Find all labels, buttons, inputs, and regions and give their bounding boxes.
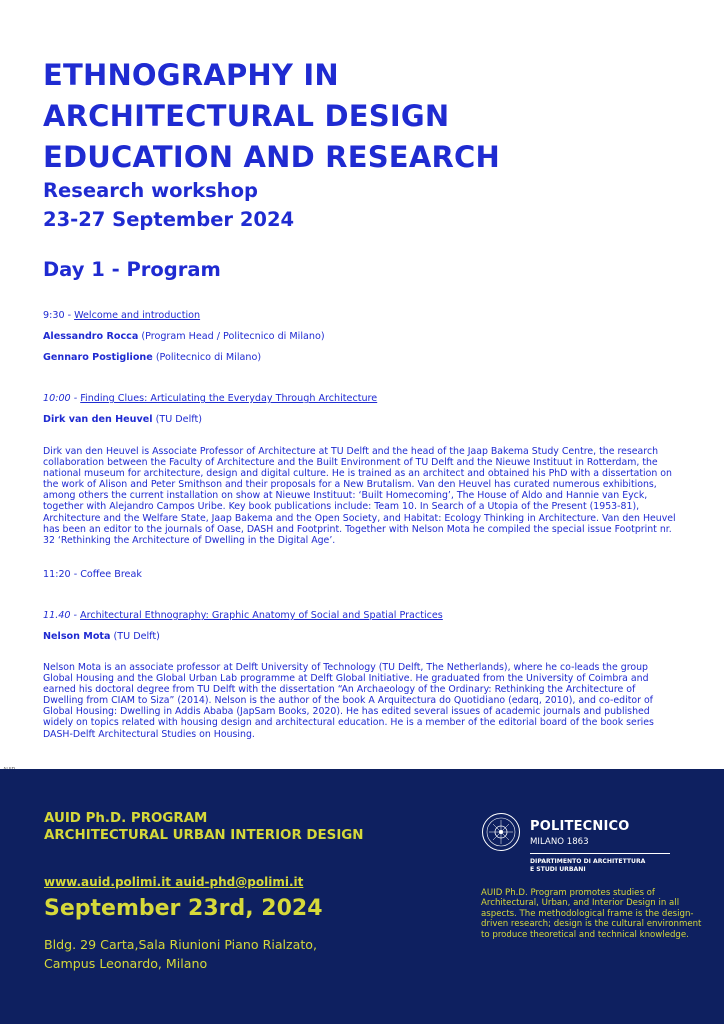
speaker-name: Gennaro Postiglione <box>43 352 153 363</box>
title-line: EDUCATION AND RESEARCH <box>43 140 500 174</box>
bio-line: among others the current installation on show at Nieuwe Instituut: ‘Built Homecoming’, The House of Aldo and Hannie van Eyck, <box>43 490 648 502</box>
bio-line: Dwelling from CIAM to Siza” (2014). Nelson is the author of the book A Arquitectura do Quotidiano (edarq, 2010), and co-editor of <box>43 695 653 707</box>
program-name <box>44 810 364 844</box>
workshop-subtitle <box>43 176 294 234</box>
session-time: 10:00 - <box>43 393 81 404</box>
session-title-link[interactable]: Welcome and introduction <box>74 310 201 321</box>
program-line: AUID Ph.D. PROGRAM <box>44 811 208 826</box>
speaker-name: Nelson Mota <box>43 631 111 642</box>
seal-icon <box>481 812 521 852</box>
department-line: DIPARTIMENTO DI ARCHITETTURA <box>530 858 646 865</box>
bio-line: 32 ‘Rethinking the Architecture of Dwelling in the Digital Age’. <box>43 534 336 546</box>
bio-line: the work of Alison and Peter Smithson and their proposals for a New Brutalism. Van den Heuvel has curated numerous exhibitions, <box>43 479 657 491</box>
speaker-name: Dirk van den Heuvel <box>43 414 153 425</box>
session-2-header <box>43 393 377 405</box>
politecnico-logo <box>481 812 681 872</box>
bio-line: widely on topics related with housing design and architectural education. He is a member of the editorial board of the book series <box>43 717 654 729</box>
speaker-affiliation: (TU Delft) <box>152 414 202 425</box>
session-title-link[interactable]: Architectural Ethnography: Graphic Anatomy of Social and Spatial Practices <box>80 610 443 621</box>
speaker-line <box>43 331 325 343</box>
page-title <box>43 55 500 178</box>
location-line: Campus Leonardo, Milano <box>44 956 208 971</box>
bio-line: has been an editor to the journals of Oase, DASH and Footprint. Together with Nelson Mota he compiled the special issue Footprint nr. <box>43 523 672 535</box>
speaker-line <box>43 352 261 364</box>
speaker-line <box>43 631 160 643</box>
bio-line: Nelson Mota is an associate professor at Delft University of Technology (TU Delft, The Netherlands), where he co-leads the group <box>43 662 648 673</box>
bio-line: Global Housing: Dwelling in Addis Ababa (JapSam Books, 2020). He has edited several issues of academic journals and published <box>43 706 650 718</box>
speaker-affiliation: (Program Head / Politecnico di Milano) <box>138 331 325 342</box>
speaker-bio <box>43 662 683 740</box>
session-1-header <box>43 310 200 322</box>
subtitle-line: Research workshop <box>43 179 258 202</box>
logo-divider <box>530 853 670 854</box>
speaker-affiliation: (TU Delft) <box>110 631 160 642</box>
title-line: ARCHITECTURAL DESIGN <box>43 99 450 133</box>
bio-line: national museum for architecture, design and digital culture. He is trained as an architect and obtained his PhD with a dissertation on <box>43 468 672 480</box>
location-line: Bldg. 29 Carta,Sala Riunioni Piano Rialzato, <box>44 937 318 952</box>
title-line: ETHNOGRAPHY IN <box>43 58 339 92</box>
speaker-bio <box>43 446 683 546</box>
speaker-name: Alessandro Rocca <box>43 331 139 342</box>
description-line: AUID Ph.D. Program promotes studies of <box>481 888 655 898</box>
session-3-header <box>43 610 443 622</box>
footer-banner <box>0 769 724 1024</box>
description-line: aspects. The methodological frame is the design- <box>481 908 694 919</box>
event-date: September 23rd, 2024 <box>44 896 323 921</box>
bio-line: DASH-Delft Architectural Studies on Housing. <box>43 728 255 740</box>
bio-line: earned his doctoral degree from TU Delft with the dissertation “An Archaeology of the Ordinary: Rethinking the Architecture of <box>43 684 636 696</box>
contact-links[interactable]: www.auid.polimi.it auid-phd@polimi.it <box>44 875 304 889</box>
description-line: driven research; design is the cultural environment <box>481 919 702 930</box>
description-line: to produce theoretical and technical knowledge. <box>481 929 689 940</box>
speaker-line <box>43 414 202 426</box>
bio-line: Architecture and the Welfare State, Jaap Bakema and the Open Society, and Habitat: Ecology Thinking in Architecture. Van den Heuvel <box>43 512 676 524</box>
session-title-link[interactable]: Finding Clues: Articulating the Everyday Through Architecture <box>80 393 378 404</box>
logo-subtitle: MILANO 1863 <box>530 837 589 847</box>
session-time: 9:30 - <box>43 310 75 321</box>
coffee-break: 11:20 - Coffee Break <box>43 569 142 580</box>
event-location <box>44 935 317 973</box>
bio-line: Global Housing and the Global Urban Lab programme at Delft Global Initiative. He graduated from the University of Coimbra and <box>43 673 649 685</box>
speaker-affiliation: (Politecnico di Milano) <box>152 352 262 363</box>
logo-name: POLITECNICO <box>530 819 630 834</box>
department-name <box>530 858 645 874</box>
program-line: ARCHITECTURAL URBAN INTERIOR DESIGN <box>44 828 364 843</box>
day-heading: Day 1 - Program <box>43 258 221 281</box>
bio-line: together with Alejandro Campos Uribe. Key book publications include: Team 10. In Search of a Utopia of the Present (1953-81), <box>43 501 640 513</box>
program-description <box>481 888 701 940</box>
description-line: Architectural, Urban, and Interior Design in all <box>481 898 680 909</box>
bio-line: collaboration between the Faculty of Architecture and the Built Environment of TU Delft and the Nieuwe Instituut in Rotterdam, the <box>43 457 658 469</box>
bio-line: Dirk van den Heuvel is Associate Professor of Architecture at TU Delft and the head of the Jaap Bakema Study Centre, the research <box>43 446 659 457</box>
session-time: 11.40 - <box>43 610 81 621</box>
subtitle-dates: 23-27 September 2024 <box>43 208 295 231</box>
department-line: E STUDI URBANI <box>530 866 586 873</box>
